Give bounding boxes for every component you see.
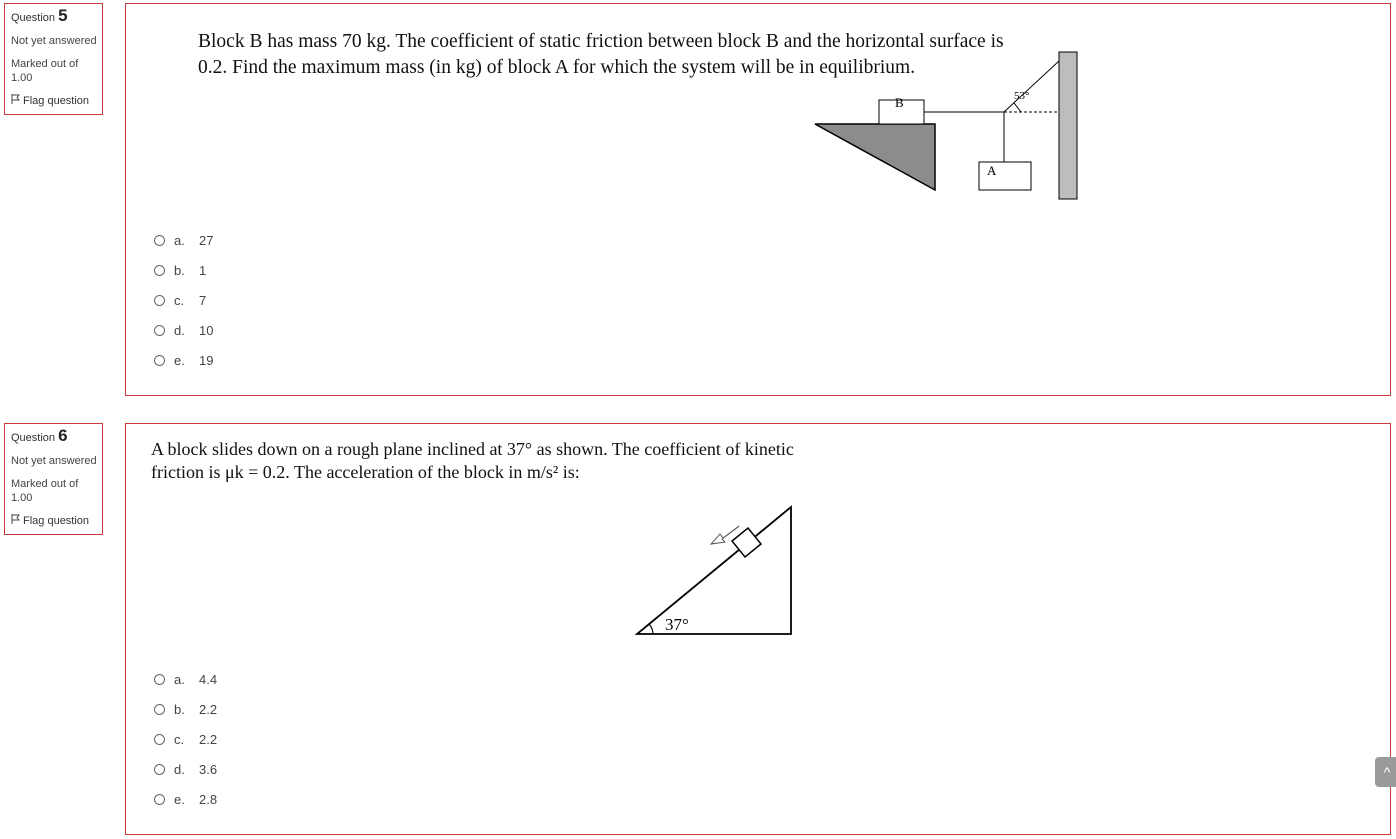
question-grade: Marked out of 1.00 xyxy=(11,478,79,504)
radio-icon[interactable] xyxy=(154,674,165,685)
flag-question-link[interactable] xyxy=(11,514,102,528)
answer-option-c[interactable]: c. 2.2 xyxy=(154,724,217,754)
question-number: Question 6 xyxy=(11,426,68,445)
question-text-line-1: A block slides down on a rough plane inclined at 37° as shown. The coefficient of kinetic xyxy=(151,439,794,459)
angle-label: 37° xyxy=(665,615,689,634)
wall xyxy=(1059,52,1077,199)
flag-question-label: Flag question xyxy=(23,95,90,107)
question-number-value: 6 xyxy=(58,426,68,445)
scroll-top-button[interactable] xyxy=(1375,757,1396,787)
question-grade: Marked out of 1.00 xyxy=(11,58,79,84)
question-content-5 xyxy=(125,3,1391,396)
answer-option-a[interactable]: a. 27 xyxy=(154,225,213,255)
radio-icon[interactable] xyxy=(154,325,165,336)
answer-option-d[interactable]: d. 3.6 xyxy=(154,754,217,784)
radio-icon[interactable] xyxy=(154,235,165,246)
angled-rope xyxy=(1004,61,1059,112)
radio-icon[interactable] xyxy=(154,734,165,745)
friction-pulley-diagram xyxy=(811,47,1081,202)
question-number-value: 5 xyxy=(58,6,68,25)
radio-icon[interactable] xyxy=(154,794,165,805)
angle-label: 53° xyxy=(1014,90,1030,102)
block-b-label: B xyxy=(895,95,904,110)
inclined-plane xyxy=(637,507,791,634)
answer-option-b[interactable]: b. 1 xyxy=(154,255,213,285)
question-info-6 xyxy=(4,423,103,535)
question-text xyxy=(151,438,794,484)
answer-option-e[interactable]: e. 19 xyxy=(154,345,213,375)
radio-icon[interactable] xyxy=(154,265,165,276)
answer-option-b[interactable]: b. 2.2 xyxy=(154,694,217,724)
chevron-up-icon: ^ xyxy=(1383,764,1391,780)
radio-icon[interactable] xyxy=(154,764,165,775)
support-wedge xyxy=(815,124,935,190)
block-a-label: A xyxy=(987,163,997,178)
flag-icon xyxy=(11,514,23,528)
answer-option-a[interactable]: a. 4.4 xyxy=(154,664,217,694)
flag-question-label: Flag question xyxy=(23,515,90,527)
radio-icon[interactable] xyxy=(154,704,165,715)
answer-options xyxy=(154,225,213,375)
flag-icon xyxy=(11,94,23,108)
flag-question-link[interactable] xyxy=(11,94,102,108)
question-state: Not yet answered xyxy=(11,455,97,467)
question-state: Not yet answered xyxy=(11,35,97,47)
answer-option-c[interactable]: c. 7 xyxy=(154,285,213,315)
inclined-plane-diagram xyxy=(631,502,806,642)
radio-icon[interactable] xyxy=(154,295,165,306)
radio-icon[interactable] xyxy=(154,355,165,366)
question-text-line-1: Block B has mass 70 kg. The coefficient of static friction between block B and the horizontal surface is xyxy=(198,31,1004,52)
question-content-6 xyxy=(125,423,1391,835)
question-info-5 xyxy=(4,3,103,115)
answer-option-e[interactable]: e. 2.8 xyxy=(154,784,217,814)
answer-option-d[interactable]: d. 10 xyxy=(154,315,213,345)
answer-options xyxy=(154,664,217,814)
question-text-line-2: 0.2. Find the maximum mass (in kg) of block A for which the system will be in equilibrium. xyxy=(198,57,916,78)
question-number: Question 5 xyxy=(11,6,68,25)
question-text-line-2: friction is μk = 0.2. The acceleration of the block in m/s² is: xyxy=(151,462,580,482)
